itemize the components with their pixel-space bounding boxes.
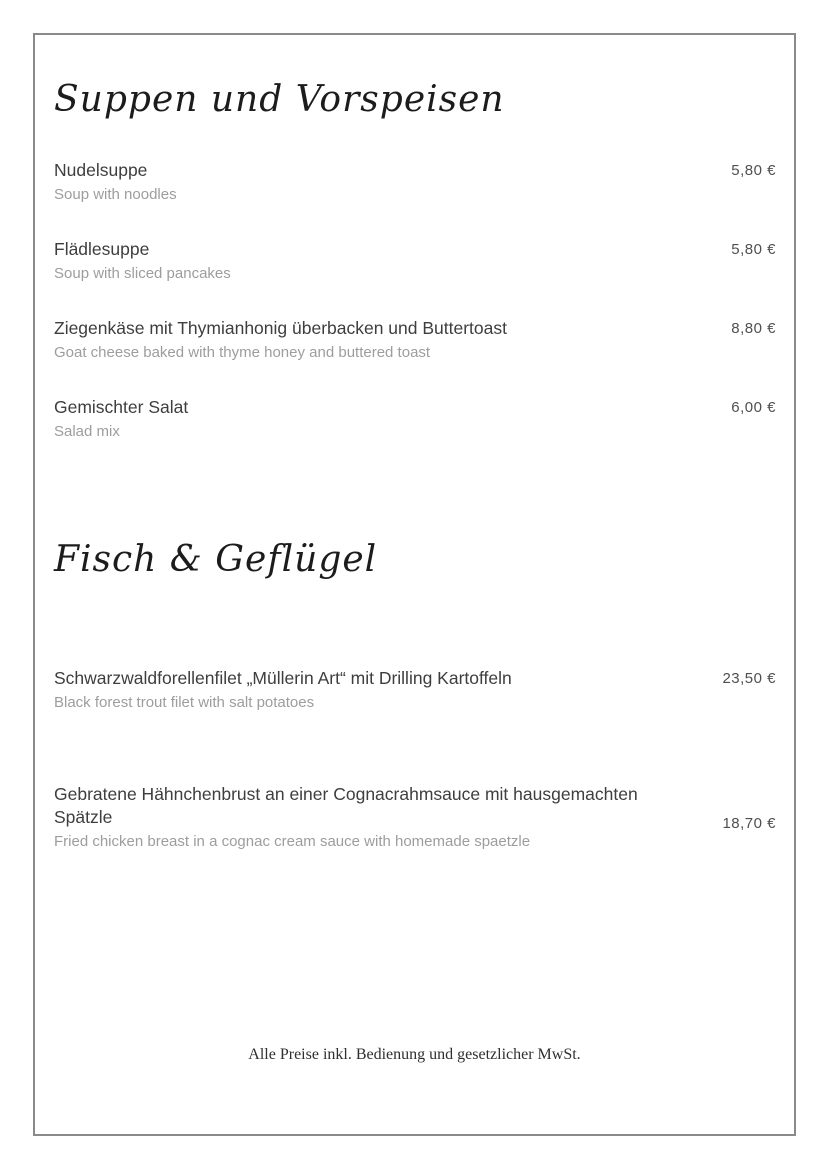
item-description: Soup with noodles xyxy=(54,186,177,203)
item-name: Nudelsuppe xyxy=(54,160,148,180)
item-price: 6,00 € xyxy=(731,399,776,416)
item-text xyxy=(54,317,527,363)
menu-item xyxy=(54,317,776,363)
section-suppen-und-vorspeisen xyxy=(54,78,776,442)
section-fisch-und-gefluegel xyxy=(54,538,776,852)
section-title: Fisch & Geflügel xyxy=(54,539,378,580)
menu-item xyxy=(54,238,776,284)
section-title: Suppen und Vorspeisen xyxy=(54,79,505,120)
item-name: Gemischter Salat xyxy=(54,397,189,417)
item-text xyxy=(54,667,532,713)
item-name: Flädlesuppe xyxy=(54,239,150,259)
item-price: 8,80 € xyxy=(731,320,776,337)
menu-item xyxy=(54,159,776,205)
footer-note: Alle Preise inkl. Bedienung und gesetzlicher MwSt. xyxy=(248,1046,581,1063)
menu-item xyxy=(54,783,776,852)
item-text xyxy=(54,238,251,284)
item-text xyxy=(54,159,197,205)
item-description: Salad mix xyxy=(54,423,120,440)
item-price: 23,50 € xyxy=(722,670,776,687)
item-price: 5,80 € xyxy=(731,241,776,258)
item-description: Soup with sliced pancakes xyxy=(54,265,231,282)
menu-item xyxy=(54,667,776,713)
item-description: Black forest trout filet with salt potatoes xyxy=(54,694,315,711)
item-description: Goat cheese baked with thyme honey and buttered toast xyxy=(54,344,431,361)
item-name: Ziegenkäse mit Thymianhonig überbacken und Buttertoast xyxy=(54,318,508,338)
item-name: Gebratene Hähnchenbrust an einer Cognacrahmsauce mit hausgemachten Spätzle xyxy=(54,784,638,827)
item-price: 5,80 € xyxy=(731,162,776,179)
item-description: Fried chicken breast in a cognac cream sauce with homemade spaetzle xyxy=(54,833,531,850)
menu-content xyxy=(35,35,794,852)
menu-item xyxy=(54,396,776,442)
item-text xyxy=(54,396,208,442)
item-name: Schwarzwaldforellenfilet „Müllerin Art“ mit Drilling Kartoffeln xyxy=(54,668,512,688)
item-price: 18,70 € xyxy=(722,815,776,832)
item-text xyxy=(54,783,674,852)
menu-page-frame xyxy=(33,33,796,1136)
